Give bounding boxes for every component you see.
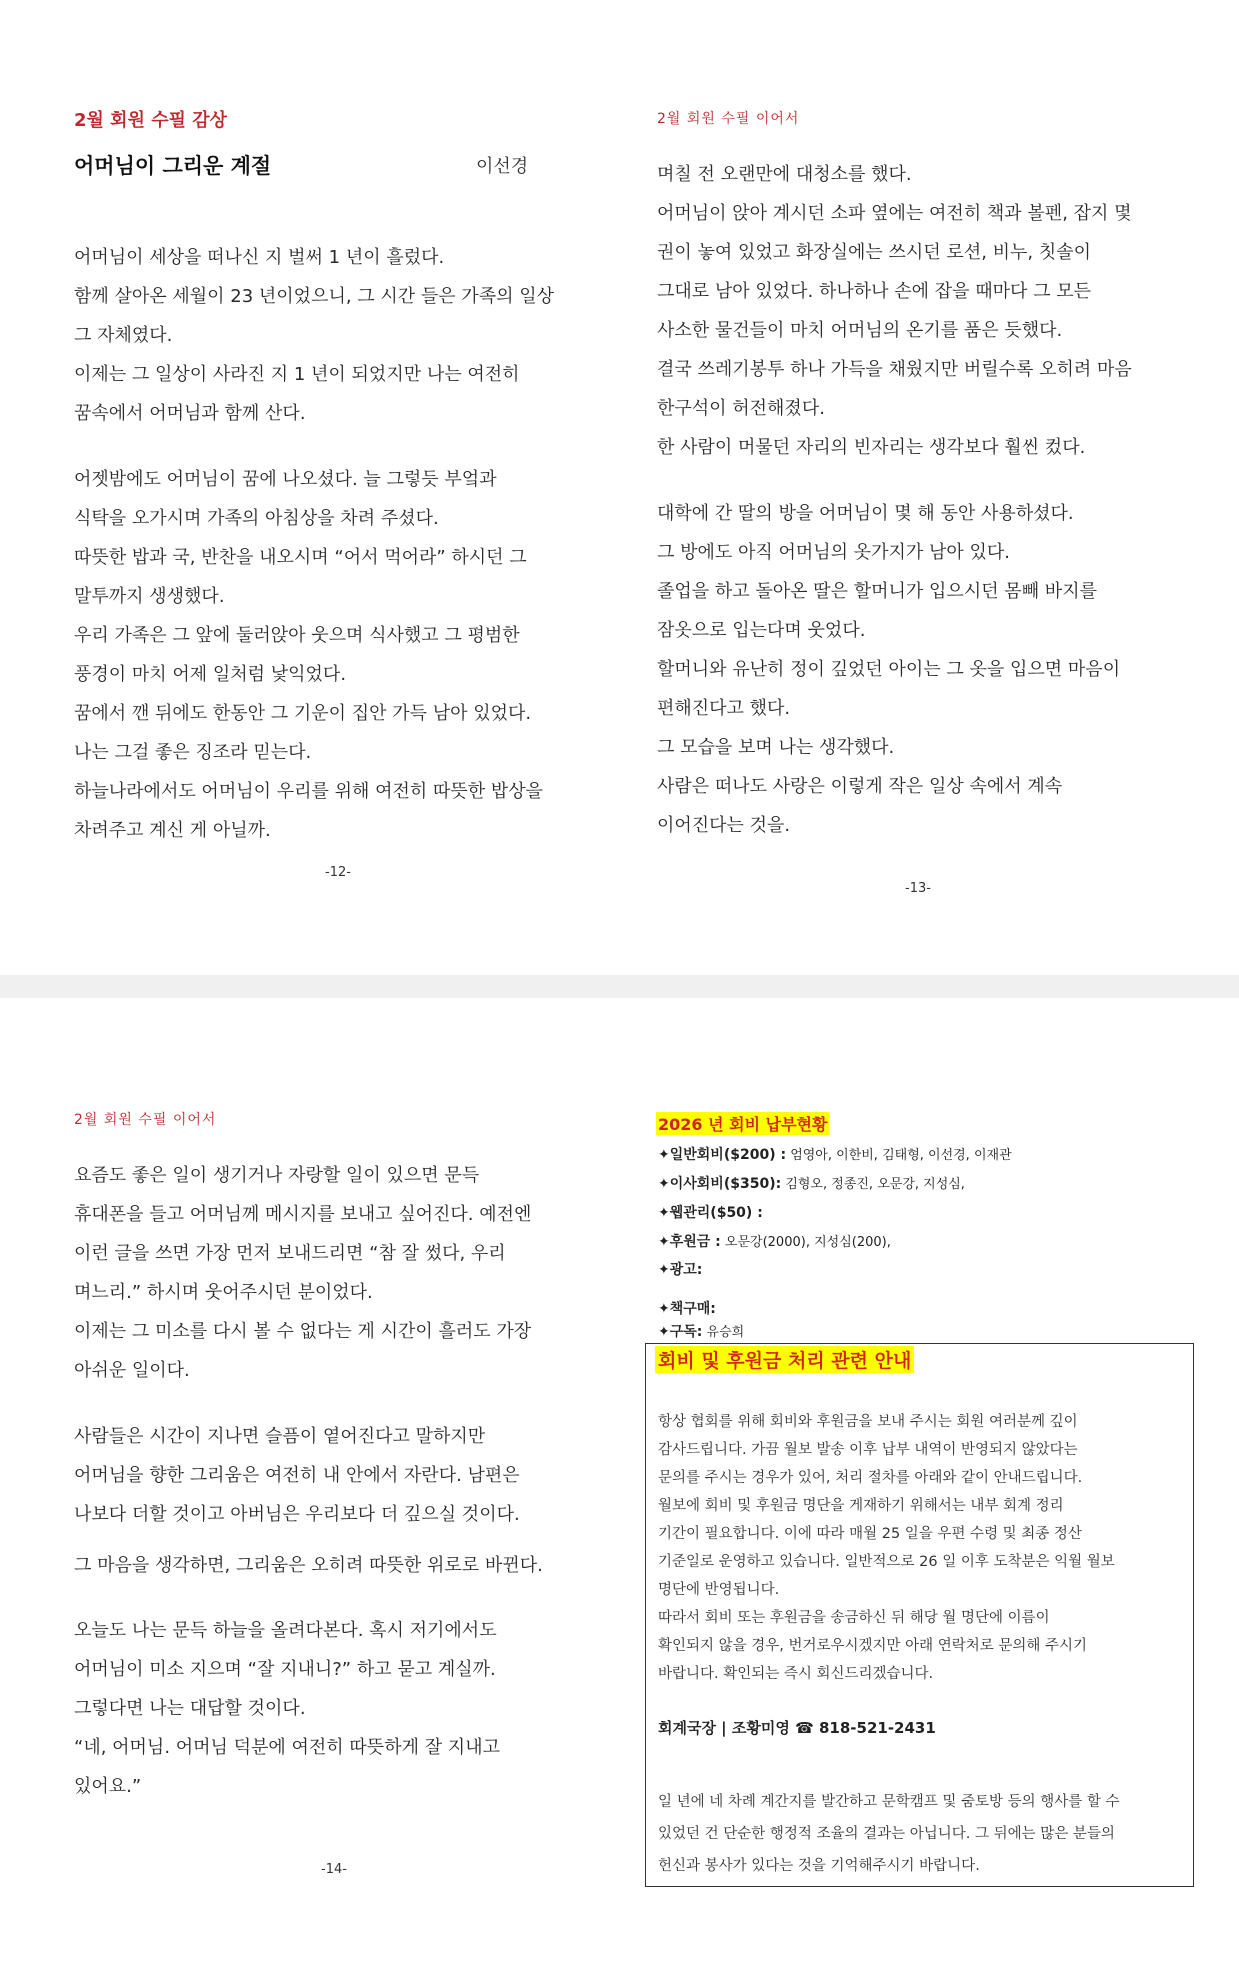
fee-row [658,1144,1012,1164]
paragraph-line: 그 방에도 아직 어머님의 옷가지가 남아 있다. [657,542,1011,563]
paragraph-line: 꿈에서 깬 뒤에도 한동안 그 기운이 집안 가득 남아 있었다. [74,703,532,724]
paragraph-line: “네, 어머님. 어머님 덕분에 여전히 따뜻하게 잘 지내고 [74,1737,500,1758]
closing-line: 있었던 건 단순한 행정적 조율의 결과는 아닙니다. 그 뒤에는 많은 분들의 [658,1826,1115,1842]
paragraph-line: 아쉬운 일이다. [74,1360,190,1381]
fee-row [658,1321,744,1341]
paragraph-line: 이어진다는 것을. [657,815,791,836]
notice-line: 명단에 반영됩니다. [658,1582,780,1598]
paragraph-line: 졸업을 하고 돌아온 딸은 할머니가 입으시던 몸빼 바지를 [657,581,1097,602]
notice-line: 감사드립니다. 가끔 월보 발송 이후 납부 내역이 반영되지 않았다는 [658,1442,1078,1458]
page-number: -14- [321,1862,347,1877]
paragraph-line: 잠옷으로 입는다며 웃었다. [657,620,866,641]
fee-names: 유승희 [702,1325,745,1340]
fee-row [658,1202,763,1222]
paragraph-line: 한구석이 허전해졌다. [657,398,825,419]
notice-line: 월보에 회비 및 후원금 명단을 게재하기 위해서는 내부 회계 정리 [658,1498,1064,1514]
page-header: 2월 회원 수필 이어서 [74,1112,217,1128]
notice-line: 항상 협회를 위해 회비와 후원금을 보내 주시는 회원 여러분께 깊이 [658,1414,1078,1430]
paragraph-line: 이제는 그 일상이 사라진 지 1 년이 되었지만 나는 여전히 [74,364,520,385]
fee-names: 김형오, 정종진, 오문강, 지성심, [781,1177,965,1192]
paragraph-line: 그 모습을 보며 나는 생각했다. [657,737,895,758]
fee-label: ✦일반회비($200) : [658,1147,787,1163]
fee-label: ✦책구매: [658,1301,716,1317]
paragraph-line: 어머님을 향한 그리움은 여전히 내 안에서 자란다. 남편은 [74,1465,520,1486]
paragraph-line: 하늘나라에서도 어머님이 우리를 위해 여전히 따뜻한 밥상을 [74,781,544,802]
fee-label: ✦후원금 : [658,1234,721,1250]
paragraph-line: 요즘도 좋은 일이 생기거나 자랑할 일이 있으면 문득 [74,1165,480,1186]
paragraph-line: 차려주고 계신 게 아닐까. [74,820,271,841]
paragraph-line: 어젯밤에도 어머님이 꿈에 나오셨다. 늘 그렇듯 부엌과 [74,469,497,490]
fee-row [658,1259,702,1279]
paragraph-line: 권이 놓여 있었고 화장실에는 쓰시던 로션, 비누, 칫솔이 [657,242,1092,263]
notice-line: 기준일로 운영하고 있습니다. 일반적으로 26 일 이후 도착분은 익월 월보 [658,1554,1115,1570]
paragraph-line: 함께 살아온 세월이 23 년이었으니, 그 시간 들은 가족의 일상 [74,286,555,307]
paragraph-line: 있어요.” [74,1776,142,1797]
paragraph-line: 우리 가족은 그 앞에 둘러앉아 웃으며 식사했고 그 평범한 [74,625,520,646]
closing-line: 헌신과 봉사가 있다는 것을 기억해주시기 바랍니다. [658,1858,980,1874]
fee-row [658,1298,716,1318]
paragraph-line: 한 사람이 머물던 자리의 빈자리는 생각보다 훨씬 컸다. [657,437,1086,458]
paragraph-line: 어머님이 세상을 떠나신 지 벌써 1 년이 흘렀다. [74,247,445,268]
fee-label: ✦이사회비($350): [658,1176,782,1192]
paragraph-line: 말투까지 생생했다. [74,586,225,607]
closing-line: 일 년에 네 차례 계간지를 발간하고 문학캠프 및 줌토방 등의 행사를 할 수 [658,1794,1120,1810]
notice-line: 따라서 회비 또는 후원금을 송금하신 뒤 해당 월 명단에 이름이 [658,1610,1050,1626]
notice-line: 문의를 주시는 경우가 있어, 처리 절차를 아래와 같이 안내드립니다. [658,1470,1083,1486]
paragraph-line: 사소한 물건들이 마치 어머님의 온기를 품은 듯했다. [657,320,1063,341]
notice-title: 회비 및 후원금 처리 관련 안내 [655,1346,914,1373]
paragraph-line: 사람은 떠나도 사랑은 이렇게 작은 일상 속에서 계속 [657,776,1063,797]
paragraph-line: 그 마음을 생각하면, 그리움은 오히려 따뜻한 위로로 바뀐다. [74,1555,543,1576]
page-header: 2월 회원 수필 감상 [74,110,228,131]
fee-label: ✦웹관리($50) : [658,1205,763,1221]
fee-row [658,1231,891,1251]
page-number: -12- [325,865,351,880]
page-12 [0,0,620,975]
paragraph-line: 풍경이 마치 어제 일처럼 낯익었다. [74,664,347,685]
fee-names: 오문강(2000), 지성심(200), [720,1235,891,1250]
fee-label: ✦구독: [658,1324,703,1340]
contact-line: 회계국장 | 조황미영 ☎ 818-521-2431 [658,1719,936,1737]
fee-label: ✦광고: [658,1262,703,1278]
paragraph-line: 편해진다고 했다. [657,698,791,719]
paragraph-line: 그대로 남아 있었다. 하나하나 손에 잡을 때마다 그 모든 [657,281,1092,302]
essay-title: 어머님이 그리운 계절 [74,154,272,178]
paragraph-line: 사람들은 시간이 지나면 슬픔이 옅어진다고 말하지만 [74,1426,486,1447]
page-number: -13- [905,881,931,896]
paragraph-line: 나는 그걸 좋은 징조라 믿는다. [74,742,312,763]
paragraph-line: 그렇다면 나는 대답할 것이다. [74,1698,306,1719]
paragraph-line: 어머님이 앉아 계시던 소파 옆에는 여전히 책과 볼펜, 잡지 몇 [657,203,1132,224]
page-13 [620,0,1239,975]
fee-row [658,1173,965,1193]
paragraph-line: 어머님이 미소 지으며 “잘 지내니?” 하고 묻고 계실까. [74,1659,496,1680]
top-spread [0,0,1239,975]
notice-line: 기간이 필요합니다. 이에 따라 매월 25 일을 우편 수령 및 최종 정산 [658,1526,1082,1542]
paragraph-line: 며칠 전 오랜만에 대청소를 했다. [657,164,912,185]
paragraph-line: 따뜻한 밥과 국, 반찬을 내오시며 “어서 먹어라” 하시던 그 [74,547,527,568]
paragraph-line: 이제는 그 미소를 다시 볼 수 없다는 게 시간이 흘러도 가장 [74,1321,532,1342]
paragraph-line: 할머니와 유난히 정이 깊었던 아이는 그 옷을 입으면 마음이 [657,659,1121,680]
fee-names: 엄영아, 이한비, 김태형, 이선경, 이재관 [786,1148,1012,1163]
fees-title: 2026 년 회비 납부현황 [656,1112,829,1135]
paragraph-line: 오늘도 나는 문득 하늘을 올려다본다. 혹시 저기에서도 [74,1620,497,1641]
paragraph-line: 며느리.” 하시며 웃어주시던 분이었다. [74,1282,373,1303]
paragraph-line: 휴대폰을 들고 어머님께 메시지를 보내고 싶어진다. 예전엔 [74,1204,532,1225]
author-name: 이선경 [476,156,529,177]
notice-line: 바랍니다. 확인되는 즉시 회신드리겠습니다. [658,1666,934,1682]
paragraph-line: 대학에 간 딸의 방을 어머님이 몇 해 동안 사용하셨다. [657,503,1074,524]
paragraph-line: 결국 쓰레기봉투 하나 가득을 채웠지만 버릴수록 오히려 마음 [657,359,1132,380]
paragraph-line: 이런 글을 쓰면 가장 먼저 보내드리면 “참 잘 썼다, 우리 [74,1243,506,1264]
paragraph-line: 나보다 더할 것이고 아버님은 우리보다 더 깊으실 것이다. [74,1504,520,1525]
notice-line: 확인되지 않을 경우, 번거로우시겠지만 아래 연락처로 문의해 주시기 [658,1638,1088,1654]
page-header: 2월 회원 수필 이어서 [657,111,800,127]
paragraph-line: 식탁을 오가시며 가족의 아침상을 차려 주셨다. [74,508,439,529]
paragraph-line: 그 자체였다. [74,325,173,346]
paragraph-line: 꿈속에서 어머님과 함께 산다. [74,403,306,424]
